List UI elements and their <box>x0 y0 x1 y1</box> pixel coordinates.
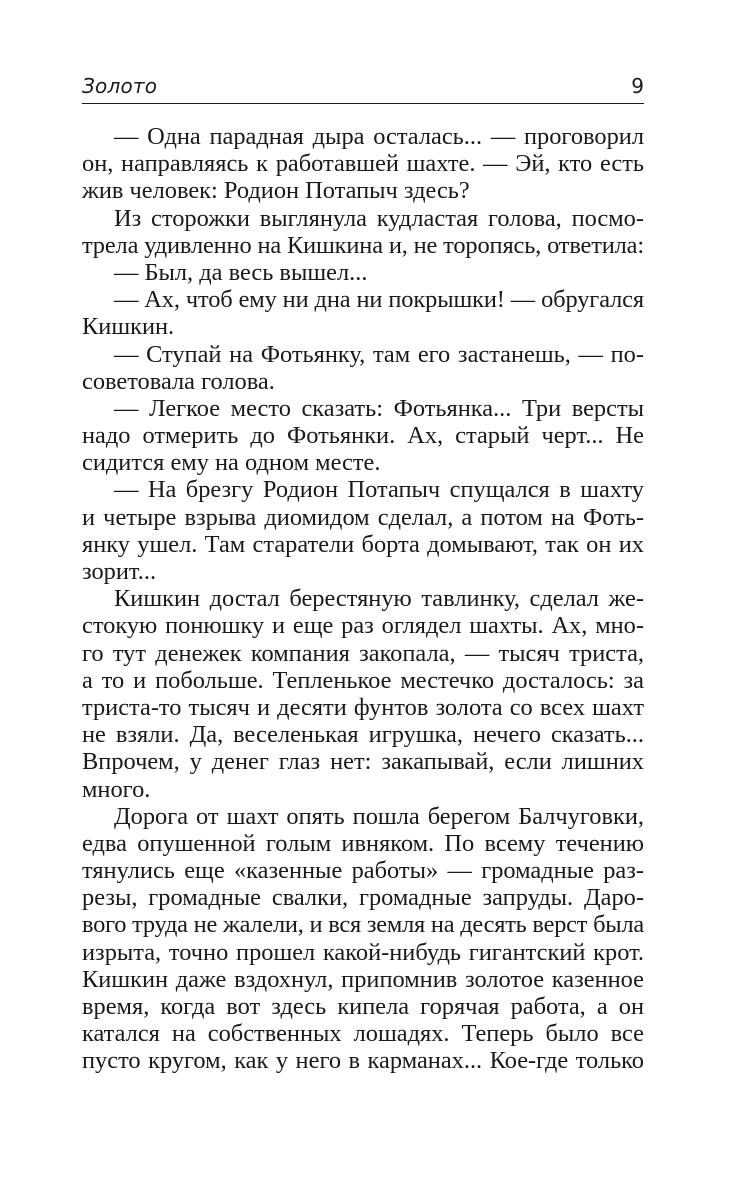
text-line: а то и побольше. Тепленькое местечко досталось: за <box>82 666 644 694</box>
text-line: — Ступай на Фотьянку, там его застанешь, — по- <box>114 340 644 368</box>
text-line: — Легкое место сказать: Фотьянка... Три версты <box>114 394 644 422</box>
text-line: триста-то тысяч и десяти фунтов золота со всех шахт <box>82 693 644 721</box>
text-line: стокую понюшку и еще раз оглядел шахты. Ах, мно- <box>82 612 644 640</box>
text-line: Кишкин. <box>82 313 175 341</box>
text-line: вого труда не жалели, и вся земля на десять верст была <box>82 911 644 939</box>
text-line: Из сторожки выглянула кудластая голова, посмо- <box>114 204 644 232</box>
text-line: изрыта, точно прошел какой-нибудь гигантский крот. <box>82 938 644 966</box>
text-line: — Одна парадная дыра осталась... — проговорил <box>114 123 644 150</box>
text-line: — На брезгу Родион Потапыч спущался в шахту <box>114 476 644 504</box>
text-line: тянулись еще «казенные работы» — громадные раз- <box>82 857 644 885</box>
text-line: янку ушел. Там старатели борта домывают, так он их <box>82 530 644 558</box>
text-line: пусто кругом, как у него в карманах... Кое-где только <box>82 1047 644 1075</box>
text-line: зорит... <box>82 558 157 585</box>
running-title: Золото <box>82 74 158 98</box>
text-line: сидится ему на одном месте. <box>82 449 381 477</box>
header-rule <box>82 103 644 104</box>
text-line: не взяли. Да, веселенькая игрушка, нечего сказать... <box>82 721 644 749</box>
text-line: время, когда вот здесь кипела горячая работа, а он <box>82 993 644 1020</box>
running-header <box>82 70 644 100</box>
text-line: трела удивленно на Кишкина и, не торопясь, ответила: <box>82 231 644 259</box>
text-line: советовала голова. <box>82 367 275 395</box>
text-line: резы, громадные свалки, громадные запруды. Даро- <box>82 884 644 912</box>
page-number: 9 <box>631 74 644 98</box>
text-line: Кишкин даже вздохнул, припомнив золотое казенное <box>82 965 644 993</box>
text-line: — Был, да весь вышел... <box>114 258 368 286</box>
text-line: и четыре взрыва диомидом сделал, а потом на Фоть- <box>82 503 644 531</box>
text-line: жив человек: Родион Потапыч здесь? <box>82 177 470 205</box>
text-line: надо отмерить до Фотьянки. Ах, старый черт... Не <box>82 422 644 450</box>
text-line: он, направляясь к работавшей шахте. — Эй, кто есть <box>82 150 644 178</box>
text-line: го тут денежек компания закопала, — тысяч триста, <box>82 639 644 667</box>
text-line: Дорога от шахт опять пошла берегом Балчуговки, <box>114 802 644 830</box>
body-text <box>82 123 644 1075</box>
text-line: катался на собственных лошадях. Теперь было все <box>82 1020 644 1048</box>
text-line: — Ах, чтоб ему ни дна ни покрышки! — обругался <box>114 286 644 314</box>
text-line: много. <box>82 775 151 803</box>
text-line: едва опушенной голым ивняком. По всему течению <box>82 829 644 857</box>
text-line: Кишкин достал берестяную тавлинку, сделал же- <box>114 585 644 613</box>
text-line: Впрочем, у денег глаз нет: закапывай, если лишних <box>82 748 644 776</box>
